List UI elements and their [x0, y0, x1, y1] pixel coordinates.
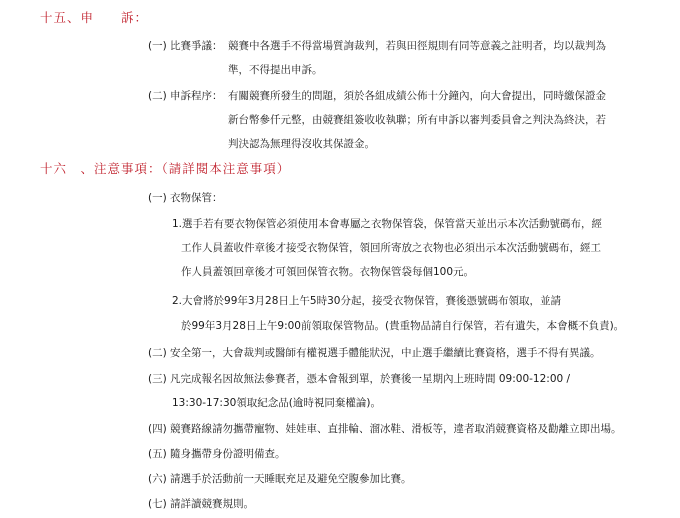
section-16-item-1-sub-1-line-3: 作人員蓋領回章後才可領回保管衣物。衣物保管袋每個100元。 [181, 266, 475, 278]
section-16-item-1-sub-1-line-2: 工作人員蓋收件章後才接受衣物保管，領回所寄放之衣物也必須出示本次活動號碼布，經工 [181, 242, 601, 254]
section-15-item-2-line-2: 新台幣參仟元整，由競賽組簽收收執聯；所有申訴以審判委員會之判決為終決，若 [228, 114, 606, 126]
section-15-item-2-line-3: 判決認為無理得沒收其保證金。 [228, 138, 375, 150]
section-15-item-2-label: (二) 申訴程序： [148, 90, 223, 102]
section-16-item-5: (五) 隨身攜帶身份證明備查。 [148, 448, 286, 460]
section-16-item-1-sub-2-line-1: 2.大會將於99年3月28日上午5時30分起，接受衣物保管，賽後憑號碼布領取，並請 [172, 295, 561, 307]
section-15-item-2-line-1: 有關競賽所發生的問題，須於各組成績公佈十分鐘內，向大會提出，同時繳保證金 [228, 90, 606, 102]
section-16-item-3-line-1: (三) 凡完成報名因故無法參賽者，憑本會報到單，於賽後一星期內上班時間 09:00-12:00 / [148, 373, 571, 385]
section-16-item-6: (六) 請選手於活動前一天睡眠充足及避免空腹參加比賽。 [148, 473, 412, 485]
section-16-heading: 十六 、注意事項：（請詳閱本注意事項） [40, 161, 291, 176]
section-16-item-7: (七) 請詳讀競賽規則。 [148, 498, 255, 510]
section-16-item-1-sub-2-line-2: 於99年3月28日上午9:00前領取保管物品。(貴重物品請自行保管，若有遺失，本會概不負責)。 [181, 320, 625, 332]
section-15-item-1-line-1: 競賽中各選手不得當場質詢裁判，若與田徑規則有同等意義之註明者，均以裁判為 [228, 40, 606, 52]
section-16-item-3-line-2: 13:30-17:30領取紀念品(逾時視同棄權論)。 [172, 397, 381, 409]
section-15-item-1-label: (一) 比賽爭議： [148, 40, 223, 52]
section-16-item-2: (二) 安全第一，大會裁判或醫師有權視選手體能狀況，中止選手繼續比賽資格，選手不得有異議。 [148, 347, 601, 359]
section-15-heading: 十五、申 訴： [40, 10, 149, 25]
section-16-item-1-sub-1-line-1: 1.選手若有要衣物保管必須使用本會專屬之衣物保管袋，保管當天並出示本次活動號碼布，經 [172, 218, 603, 230]
section-15-item-1-line-2: 準，不得提出申訴。 [228, 64, 323, 76]
section-16-item-1-label: (一) 衣物保管： [148, 192, 223, 204]
section-16-item-4: (四) 競賽路線請勿攜帶寵物、娃娃車、直排輪、溜冰鞋、滑板等，違者取消競賽資格及勸離立即出場。 [148, 423, 622, 435]
